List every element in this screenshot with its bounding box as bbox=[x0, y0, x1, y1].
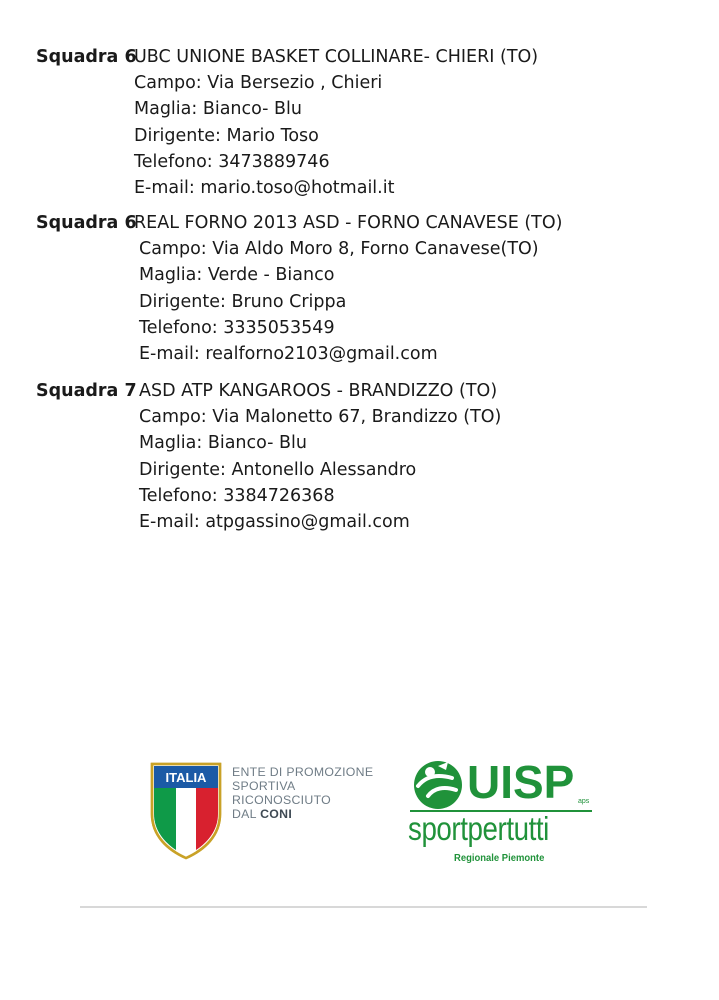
team-name: ASD ATP KANGAROOS - BRANDIZZO (TO) bbox=[139, 381, 498, 401]
team-maglia: Maglia: Verde - Bianco bbox=[139, 265, 335, 286]
coni-line bbox=[232, 807, 373, 821]
team-email: E-mail: atpgassino@gmail.com bbox=[139, 512, 410, 533]
team-maglia: Maglia: Bianco- Blu bbox=[139, 433, 308, 454]
team-maglia: Maglia: Bianco- Blu bbox=[134, 99, 303, 120]
uisp-aps: aps bbox=[578, 798, 590, 805]
italia-shield-icon bbox=[150, 762, 222, 860]
team-header bbox=[36, 378, 501, 404]
team-campo: Campo: Via Bersezio , Chieri bbox=[134, 73, 383, 94]
team-label: Squadra 6 bbox=[36, 213, 137, 233]
team-telefono: Telefono: 3473889746 bbox=[134, 151, 330, 172]
uisp-wordmark: UISP bbox=[467, 756, 575, 808]
team-dirigente: Dirigente: Mario Toso bbox=[134, 125, 319, 146]
coni-dal: DAL bbox=[232, 807, 257, 821]
coni-line: SPORTIVA bbox=[232, 779, 296, 793]
team-block bbox=[36, 378, 501, 535]
coni-line: ENTE DI PROMOZIONE bbox=[232, 765, 374, 779]
uisp-region: Regionale Piemonte bbox=[454, 852, 545, 864]
team-telefono: Telefono: 3335053549 bbox=[139, 317, 335, 338]
team-telefono: Telefono: 3384726368 bbox=[139, 485, 335, 506]
team-label: Squadra 6 bbox=[36, 47, 137, 67]
team-email: E-mail: realforno2103@gmail.com bbox=[139, 344, 438, 365]
uisp-tagline: sportpertutti bbox=[408, 810, 549, 847]
team-label: Squadra 7 bbox=[36, 381, 137, 401]
team-name: UBC UNIONE BASKET COLLINARE- CHIERI (TO) bbox=[134, 47, 539, 67]
team-email: E-mail: mario.toso@hotmail.it bbox=[134, 178, 395, 199]
team-block bbox=[36, 44, 538, 201]
team-campo: Campo: Via Aldo Moro 8, Forno Canavese(TO) bbox=[139, 239, 539, 260]
team-dirigente: Dirigente: Bruno Crippa bbox=[139, 291, 347, 312]
team-header bbox=[36, 210, 562, 236]
shield-label: ITALIA bbox=[165, 770, 207, 785]
team-name: REAL FORNO 2013 ASD - FORNO CANAVESE (TO) bbox=[134, 213, 563, 233]
team-campo: Campo: Via Malonetto 67, Brandizzo (TO) bbox=[139, 407, 502, 428]
coni-name: CONI bbox=[260, 807, 293, 821]
footer-logo-band bbox=[80, 748, 647, 908]
coni-recognition-text bbox=[232, 765, 373, 821]
uisp-runner-logo-icon bbox=[408, 756, 468, 812]
team-block bbox=[36, 210, 562, 367]
coni-line: RICONOSCIUTO bbox=[232, 793, 332, 807]
team-dirigente: Dirigente: Antonello Alessandro bbox=[139, 459, 417, 480]
team-header bbox=[36, 44, 538, 70]
